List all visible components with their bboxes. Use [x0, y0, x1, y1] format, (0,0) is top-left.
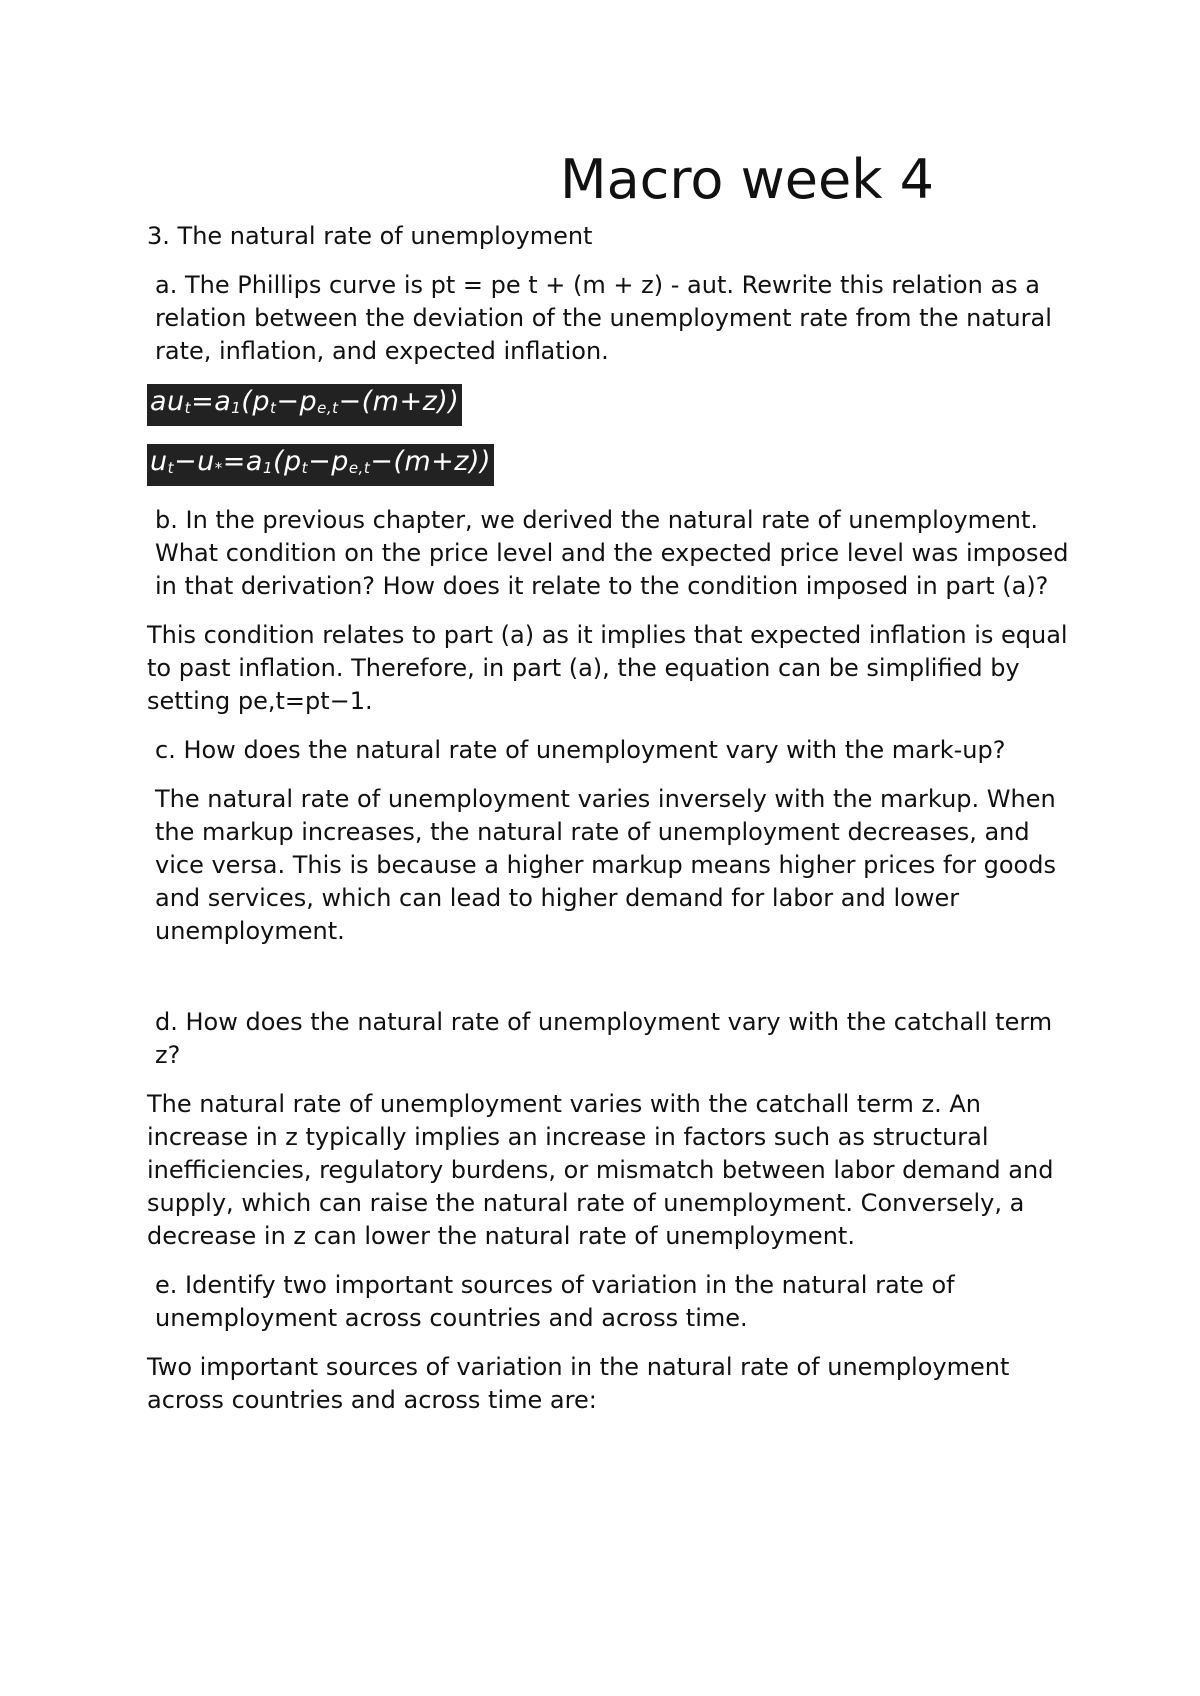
document-body: [147, 220, 1077, 1433]
equation-1: $au_t=a_1(p_t-p_{e,t}-(m+z))$: [147, 384, 462, 426]
answer-e: Two important sources of variation in the natural rate of unemployment across countries and across time are:: [147, 1353, 1010, 1414]
section-heading: 3. The natural rate of unemployment: [147, 222, 593, 250]
question-d: d. How does the natural rate of unemployment vary with the catchall term z?: [155, 1008, 1053, 1069]
answer-c: The natural rate of unemployment varies inversely with the markup. When the markup increases, the natural rate of unemployment decreases, and vice versa. This is because a higher markup means higher prices for goods and services, which can lead to higher demand for labor and lower unemployment.: [155, 785, 1056, 945]
equation-row-1: [147, 384, 1077, 444]
blank-spacer: [147, 964, 1077, 1006]
question-e: e. Identify two important sources of variation in the natural rate of unemployment across countries and across time.: [155, 1271, 955, 1332]
question-b: b. In the previous chapter, we derived the natural rate of unemployment. What condition on the price level and the expected price level was imposed in that derivation? How does it relate to the condition imposed in part (a)?: [155, 506, 1069, 600]
answer-b: This condition relates to part (a) as it implies that expected inflation is equal to past inflation. Therefore, in part (a), the equation can be simplified by setting pe,t=pt−1.: [147, 621, 1068, 715]
question-c: c. How does the natural rate of unemployment vary with the mark-up?: [155, 736, 1006, 764]
document-title: Macro week 4: [560, 148, 934, 211]
equation-row-2: [147, 444, 1077, 504]
answer-d: The natural rate of unemployment varies with the catchall term z. An increase in z typically implies an increase in factors such as structural inefficiencies, regulatory burdens, or mismatch between labor demand and supply, which can raise the natural rate of unemployment. Conversely, a decrease in z can lower the natural rate of unemployment.: [147, 1090, 1054, 1250]
question-a: a. The Phillips curve is pt = pe t + (m + z) - aut. Rewrite this relation as a relation between the deviation of the unemployment rate from the natural rate, inflation, and expected inflation.: [155, 271, 1052, 365]
equation-2: $u_t-u_*=a_1(p_t-p_{e,t}-(m+z))$: [147, 444, 494, 486]
